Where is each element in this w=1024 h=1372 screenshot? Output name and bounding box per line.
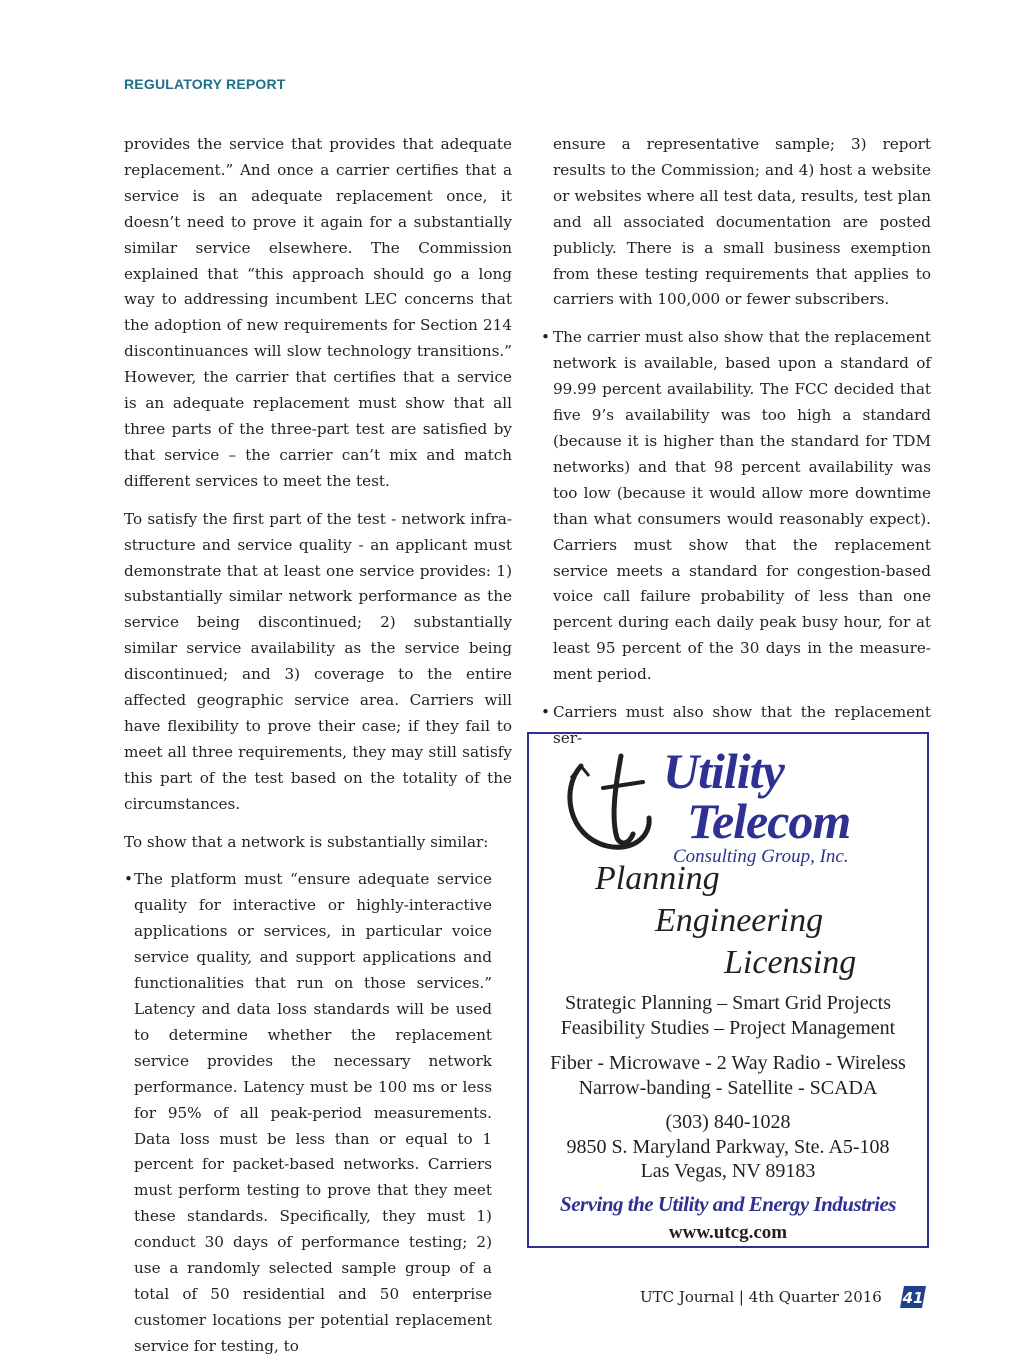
logo-word-utility: Utility — [663, 743, 784, 799]
ad-address: Las Vegas, NV 89183 — [640, 1160, 816, 1182]
ad-line: Narrow-banding - Satellite - SCADA — [578, 1077, 878, 1099]
ad-line: Fiber - Microwave - 2 Way Radio - Wireless — [550, 1052, 906, 1074]
ad-address: 9850 S. Maryland Parkway, Ste. A5-108 — [566, 1136, 890, 1158]
ad-url-link[interactable]: www.utcg.com — [668, 1222, 788, 1243]
ad-line: Strategic Planning – Smart Grid Projects — [564, 992, 892, 1014]
left-column — [124, 132, 512, 1372]
ad-line: Feasibility Studies – Project Management — [560, 1017, 896, 1039]
paragraph: To show that a network is substantially similar: — [124, 832, 489, 851]
bullet-item: • The platform must “ensure adequate service quality for interactive or highly-interactive applications or services, in particular voice service quality, and support applications and functionalities that run on those services.” Latency and data loss standards will be used to determine whether the replacement service provides the necessary network performance. Latency must be 100 ms or less for 95% of all peak-period measurements. Data loss must be less than or equal to 1 percent for packet-based networks. Carriers must perform testing to prove that they meet these standards. Specifically, they must 1) conduct 30 days of performance testing; 2) use a randomly selected sample group of a total of 50 residential and 50 enterprise customer locations per potential replacement service for testing, to — [124, 867, 492, 1359]
section-header: REGULATORY REPORT — [124, 76, 286, 92]
advertisement — [527, 732, 929, 1248]
service-planning: Planning — [595, 860, 720, 897]
service-licensing: Licensing — [724, 944, 857, 981]
paragraph: To satisfy the first part of the test - network infrastructure and service quality - an applicant must demonstrate that at least one service provides: 1) substantially similar network performance as the service being discontinued; 2) substantially similar service availability as the service being discontinued; and 3) coverage to the entire affected geographic service area. Carriers will have flexibility to prove their case; if they fail to meet all three requirements, they may still satisfy this part of the test based on the totality of the circumstances. — [124, 509, 512, 813]
ad-tagline: Serving the Utility and Energy Industries — [560, 1192, 896, 1216]
logo-subtitle: Consulting Group, Inc. — [673, 846, 849, 867]
bullet-item: • The carrier must also show that the replacement network is available, based upon a standard of 99.99 percent availability. The FCC decided that five 9’s availability was too high a standard (because it is higher than the standard for TDM networks) and that 98 percent availability was too low (because it would allow more downtime than what consumers would reasonably expect). Carriers must show that the replacement service meets a standard for congestion-based voice call failure probability of less than one percent during each daily peak busy hour, for at least 95 percent of the 30 days in the measurement period. — [541, 325, 931, 688]
paragraph: ensure a representative sample; 3) report results to the Commission; and 4) host a website or websites where all test data, results, test plan and all associated documentation are posted publicly. There is a small business exemption from these testing requirements that applies to carriers with 100,000 or fewer subscribers. — [553, 135, 931, 309]
service-engineering: Engineering — [655, 902, 824, 939]
right-column — [553, 132, 931, 764]
footer-publication: UTC Journal | 4th Quarter 2016 — [640, 1288, 882, 1306]
paragraph: provides the service that provides that adequate replacement.” And once a carrier certifies that a service is an adequate replacement once, it doesn’t need to prove it again for a substantially similar service elsewhere. The Commission explained that “this approach should go a long way to addressing incumbent LEC concerns that the adoption of new requirements for Section 214 discontinuances will slow technology transitions.” However, the carrier that certifies that a service is an adequate replacement must show that all three parts of the three-part test are satisfied by that service – the carrier can’t mix and match different services to meet the test. — [124, 135, 512, 490]
utility-telecom-logo-icon — [559, 748, 659, 858]
page-number-badge — [898, 1284, 928, 1310]
page-number: 41 — [902, 1289, 924, 1307]
logo-word-telecom: Telecom — [687, 793, 851, 849]
ad-phone: (303) 840-1028 — [665, 1111, 791, 1133]
bullet-item: • Carriers must also show that the replacement ser- — [541, 700, 931, 752]
